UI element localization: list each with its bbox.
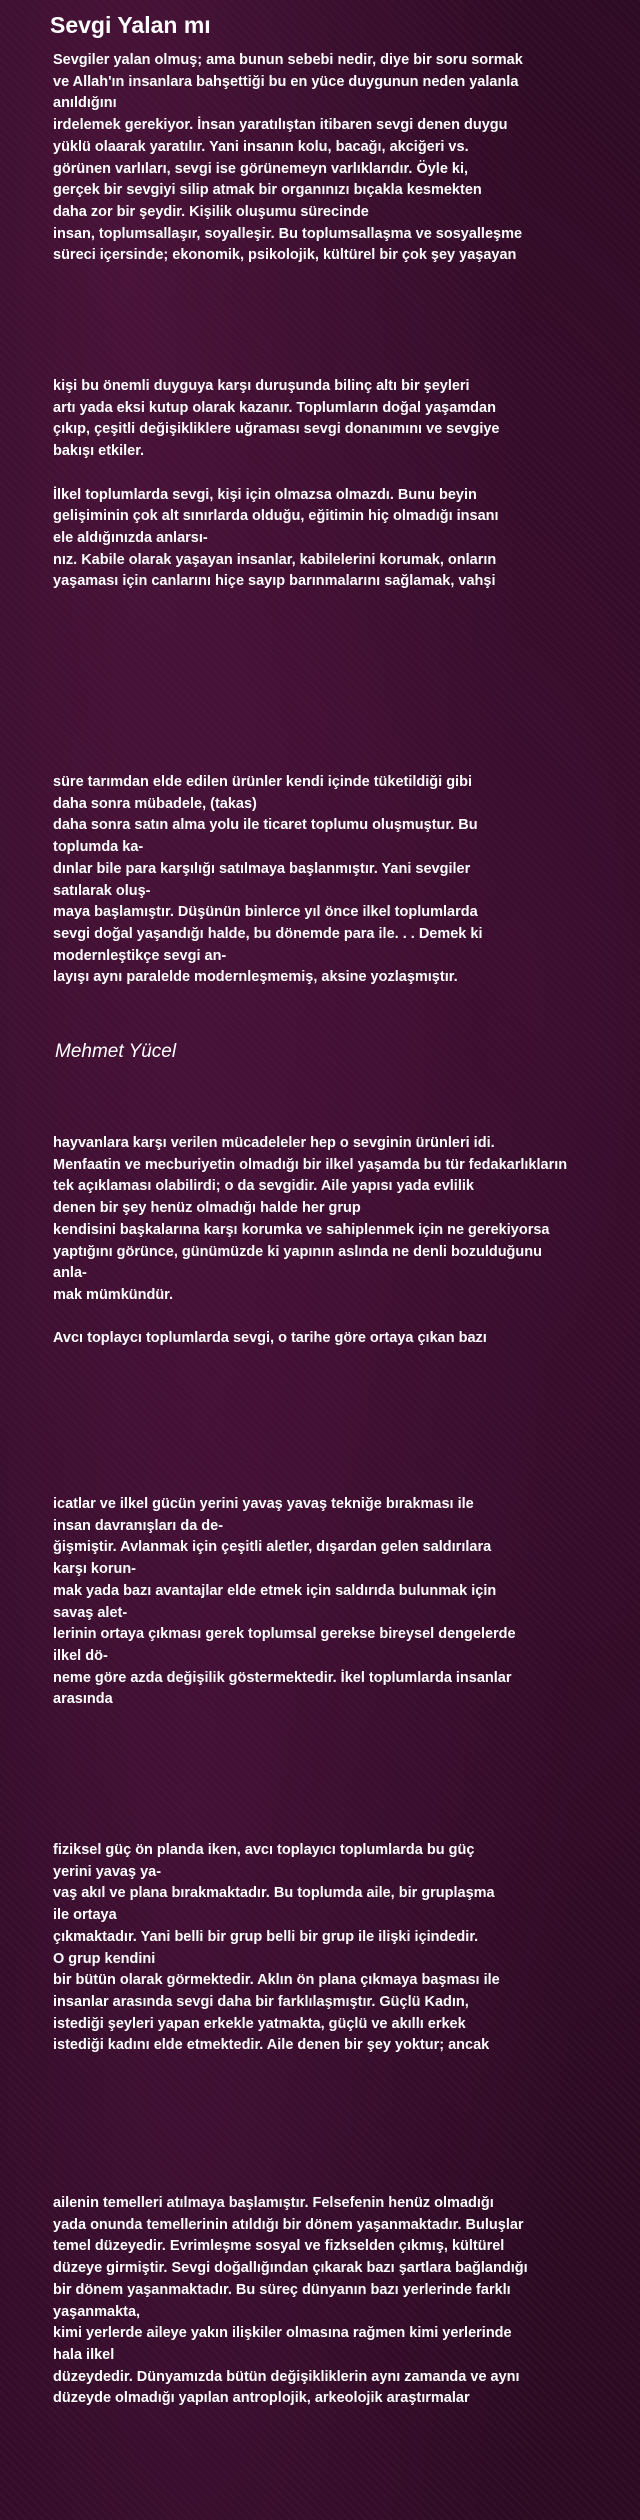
- poem-line: bir dönem yaşanmaktadır. Bu süreç dünyanın bazı yerlerinde farklı: [53, 2281, 511, 2298]
- poem-stanza-7: [53, 2193, 623, 2410]
- poem-line: satılarak oluş-: [53, 882, 151, 899]
- poem-line: gerçek bir sevgiyi silip atmak bir organınızı bıçakla kesmekten: [53, 182, 482, 199]
- poem-line: temel düzeyedir. Evrimleşme sosyal ve fizkselden çıkmış, kültürel: [53, 2238, 505, 2255]
- poem-line: tek açıklaması olabilirdi; o da sevgidir. Aile yapısı yada evlilik: [53, 1178, 474, 1195]
- poem-author: Mehmet Yücel: [55, 1041, 177, 1062]
- poem-line: bir bütün olarak görmektedir. Aklın ön plana çıkmaya başması ile: [53, 1972, 500, 1989]
- poem-line: irdelemek gerekiyor. İnsan yaratılıştan itibaren sevgi denen duygu: [53, 117, 508, 134]
- poem-line: layışı aynı paralelde modernleşmemiş, aksine yozlaşmıştır.: [53, 969, 458, 986]
- poem-line: denen bir şey henüz olmadığı halde her grup: [53, 1200, 361, 1217]
- poem-line: karşı korun-: [53, 1561, 136, 1578]
- poem-line: süreci içersinde; ekonomik, psikolojik, kültürel bir çok şey yaşayan: [53, 247, 517, 264]
- poem-stanza-1: [53, 50, 623, 267]
- poem-line: maya başlamıştır. Düşünün binlerce yıl önce ilkel toplumlarda: [53, 904, 478, 921]
- poem-line: mak mümkündür.: [53, 1286, 174, 1303]
- poem-line: [53, 463, 623, 485]
- poem-line: Menfaatin ve mecburiyetin olmadığı bir ilkel yaşamda bu tür fedakarlıkların: [53, 1156, 568, 1173]
- poem-line: O grup kendini: [53, 1950, 156, 1967]
- poem-line: ve Allah'ın insanlara bahşettiği bu en yüce duygunun neden yalanla: [53, 73, 519, 90]
- poem-line: yüklü olaarak yaratılır. Yani insanın kolu, bacağı, akciğeri vs.: [53, 138, 469, 155]
- poem-line: yaşanmakta,: [53, 2303, 141, 2320]
- poem-line: İlkel toplumlarda sevgi, kişi için olmazsa olmazdı. Bunu beyin: [53, 486, 477, 503]
- poem-line: daha zor bir şeydir. Kişilik oluşumu sürecinde: [53, 203, 369, 220]
- poem-line: ailenin temelleri atılmaya başlamıştır. Felsefenin henüz olmadığı: [53, 2195, 494, 2211]
- poem-line: ğişmiştir. Avlanmak için çeşitli aletler, dışardan gelen saldırılara: [53, 1539, 492, 1556]
- poem-stanza-6: [53, 1840, 623, 2057]
- poem-line: hayvanlara karşı verilen mücadeleler hep o sevginin ürünleri idi.: [53, 1135, 495, 1151]
- poem-line: kimi yerlerde aileye yakın ilişkiler olmasına rağmen kimi yerlerinde: [53, 2325, 512, 2342]
- poem-line: hala ilkel: [53, 2346, 115, 2363]
- poem-line: bakışı etkiler.: [53, 443, 145, 460]
- poem-line: insan, toplumsallaşır, soyalleşir. Bu toplumsallaşma ve sosyalleşme: [53, 225, 523, 242]
- poem-line: fiziksel güç ön planda iken, avcı toplayıcı toplumlarda bu güç: [53, 1842, 475, 1858]
- poem-line: arasında: [53, 1691, 113, 1708]
- poem-line: toplumda ka-: [53, 839, 144, 856]
- poem-line: insan davranışları da de-: [53, 1517, 224, 1534]
- poem-line: yerini yavaş ya-: [53, 1863, 162, 1880]
- poem-line: sevgi doğal yaşandığı halde, bu dönemde para ile. . . Demek ki: [53, 925, 483, 942]
- poem-line: çıkıp, çeşitli değişikliklere uğraması sevgi donanımını ve sevgiye: [53, 421, 500, 438]
- poem-line: anıldığını: [53, 95, 117, 112]
- poem-title: Sevgi Yalan mı: [50, 12, 211, 38]
- poem-line: nız. Kabile olarak yaşayan insanlar, kabilelerini korumak, onların: [53, 551, 497, 568]
- poem-line: ile ortaya: [53, 1907, 117, 1924]
- poem-line: süre tarımdan elde edilen ürünler kendi içinde tüketildiği gibi: [53, 774, 472, 790]
- poem-stanza-4: [53, 1133, 623, 1350]
- poem-line: kendisini başkalarına karşı korumka ve sahiplenmek için ne gerekiyorsa: [53, 1221, 550, 1238]
- poem-line: dınlar bile para karşılığı satılmaya başlanmıştır. Yani sevgiler: [53, 860, 471, 877]
- poem-line: daha sonra mübadele, (takas): [53, 795, 257, 812]
- poem-line: savaş alet-: [53, 1604, 128, 1621]
- poem-line: vaş akıl ve plana bırakmaktadır. Bu toplumda aile, bir gruplaşma: [53, 1885, 495, 1902]
- poem-line: kişi bu önemli duyguya karşı duruşunda bilinç altı bir şeyleri: [53, 378, 470, 394]
- poem-line: düzeyde olmadığı yapılan antroplojik, arkeolojik araştırmalar: [53, 2390, 470, 2407]
- poem-line: [53, 1307, 623, 1329]
- poem-line: yaptığını görünce, günümüzde ki yapının aslında ne denli bozulduğunu: [53, 1243, 542, 1260]
- poem-stanza-2: [53, 376, 623, 593]
- poem-line: düzeydedir. Dünyamızda bütün değişikliklerin aynı zamanda ve aynı: [53, 2368, 520, 2385]
- poem-line: neme göre azda değişilik göstermektedir. İkel toplumlarda insanlar: [53, 1669, 512, 1686]
- poem-line: mak yada bazı avantajlar elde etmek için saldırıda bulunmak için: [53, 1582, 497, 1599]
- poem-line: modernleştikçe sevgi an-: [53, 947, 227, 964]
- poem-line: icatlar ve ilkel gücün yerini yavaş yavaş tekniğe bırakması ile: [53, 1496, 474, 1512]
- poem-line: yaşaması için canlarını hiçe sayıp barınmalarını sağlamak, vahşi: [53, 573, 496, 590]
- poem-line: Avcı toplaycı toplumlarda sevgi, o tarihe göre ortaya çıkan bazı: [53, 1330, 487, 1347]
- poem-line: artı yada eksi kutup olarak kazanır. Toplumların doğal yaşamdan: [53, 399, 496, 416]
- poem-stanza-5: [53, 1494, 623, 1711]
- poem-line: çıkmaktadır. Yani belli bir grup belli bir grup ile ilişki içindedir.: [53, 1928, 479, 1945]
- poem-line: istediği kadını elde etmektedir. Aile denen bir şey yoktur; ancak: [53, 2037, 490, 2054]
- poem-line: düzeye girmiştir. Sevgi doğallığından çıkarak bazı şartlara bağlandığı: [53, 2260, 528, 2277]
- poem-line: gelişiminin çok alt sınırlarda olduğu, eğitimin hiç olmadığı insanı: [53, 508, 499, 525]
- poem-line: yada onunda temellerinin atıldığı bir dönem yaşanmaktadır. Buluşlar: [53, 2216, 524, 2233]
- poem-line: görünen varlıları, sevgi ise görünemeyn varlıklarıdır. Öyle ki,: [53, 160, 469, 177]
- poem-line: Sevgiler yalan olmuş; ama bunun sebebi nedir, diye bir soru sormak: [53, 52, 523, 68]
- poem-stanza-3: [53, 772, 623, 989]
- poem-line: ilkel dö-: [53, 1647, 108, 1664]
- poem-line: anla-: [53, 1265, 87, 1282]
- poem-line: ele aldığınızda anlarsı-: [53, 529, 208, 546]
- poem-line: lerinin ortaya çıkması gerek toplumsal gerekse bireysel dengelerde: [53, 1626, 516, 1643]
- poem-line: insanlar arasında sevgi daha bir farklılaşmıştır. Güçlü Kadın,: [53, 1993, 469, 2010]
- poem-line: daha sonra satın alma yolu ile ticaret toplumu oluşmuştur. Bu: [53, 817, 478, 834]
- poem-line: istediği şeyleri yapan erkekle yatmakta, güçlü ve akıllı erkek: [53, 2015, 466, 2032]
